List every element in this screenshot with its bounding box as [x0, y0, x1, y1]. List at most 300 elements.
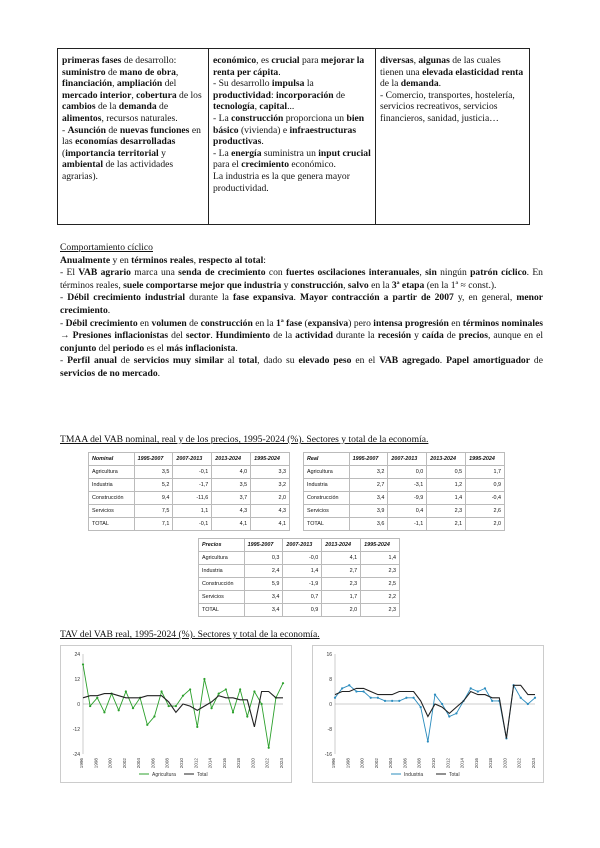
table-cell: -0,1 [173, 466, 212, 479]
text-run: de la [270, 330, 296, 342]
table-cell: -0,4 [466, 492, 505, 505]
row-label: Agricultura [199, 552, 245, 565]
text-run: en las [62, 124, 201, 148]
table-cell: 0,4 [388, 505, 427, 518]
table-cell: 3,5 [134, 466, 173, 479]
data-point [282, 682, 284, 684]
table-header-period: 1995-2007 [244, 539, 283, 552]
bold-text: mercado interior [62, 89, 132, 101]
table-cell: -1,7 [173, 479, 212, 492]
data-point [118, 709, 120, 711]
table-cell: -1,9 [283, 578, 322, 591]
bold-text: volumen [151, 317, 187, 329]
data-point [398, 700, 400, 702]
table-cell: 4,1 [322, 552, 361, 565]
x-tick-label: 2020 [250, 758, 256, 769]
table-cell: 1,1 [173, 505, 212, 518]
bold-text: menor crecimiento [60, 292, 544, 316]
bold-text: Presiones inflacionistas [72, 330, 169, 342]
bold-text: salvo [347, 279, 369, 291]
text-run: ( [302, 317, 308, 329]
y-tick-label: 8 [329, 677, 332, 683]
table-row [89, 479, 290, 492]
text-run: para [299, 55, 321, 66]
bold-text: energía [231, 147, 262, 159]
bold-text: sector [185, 330, 211, 342]
data-point [103, 711, 105, 713]
chart-svg-agriculture [61, 646, 291, 782]
text-run: - Su desarrollo [213, 78, 272, 90]
table-cell: 3,4 [244, 591, 283, 604]
row-label: Construcción [199, 578, 245, 591]
table-cell: 2,1 [427, 518, 466, 531]
bold-text: incorporación [276, 89, 334, 101]
text-run: , [193, 254, 199, 266]
section-paragraph-3 [60, 318, 543, 356]
bold-text: suele comportarse mejor que industria [123, 279, 282, 291]
data-point [341, 687, 343, 689]
data-point [355, 690, 357, 692]
table-cell: 2,0 [251, 492, 290, 505]
text-run: ... [287, 101, 295, 113]
table-cell: 7,5 [134, 505, 173, 518]
bold-text: más inflacionista [166, 342, 236, 354]
table-header-period: 1995-2007 [134, 453, 173, 466]
table-cell: 7,1 [134, 518, 173, 531]
text-run: La industria es la que genera mayor productividad. [213, 170, 350, 194]
text-run: y en [110, 254, 132, 266]
text-run: ningún [436, 267, 471, 279]
row-label: Servicios [89, 505, 135, 518]
bold-text: fase expansiva [232, 292, 294, 304]
section-paragraph-0 [60, 255, 543, 268]
cyclical-section [60, 242, 543, 381]
text-run: : [270, 89, 277, 101]
section-heading: Comportamiento cíclico [60, 242, 153, 253]
table-row [199, 578, 400, 591]
data-point [470, 687, 472, 689]
y-tick-label: 24 [74, 652, 80, 658]
x-tick-label: 2022 [264, 758, 270, 769]
x-tick-label: 2012 [445, 758, 451, 769]
text-run: de las cuales tienen una [380, 55, 501, 78]
table-header-period: 1995-2007 [349, 453, 388, 466]
bold-text: Débil crecimiento industrial [67, 292, 186, 304]
table-cell: 4,3 [212, 505, 251, 518]
chart-agriculture-vs-total [60, 645, 292, 783]
text-run: en [137, 317, 152, 329]
y-tick-label: -16 [324, 752, 332, 758]
data-point [348, 684, 350, 686]
text-run: - [60, 292, 68, 304]
x-tick-label: 2006 [402, 758, 408, 769]
bold-text: mano de obra [119, 66, 176, 78]
bold-text: demanda [400, 78, 439, 90]
section-paragraph-4 [60, 355, 543, 380]
bold-text: términos reales [131, 254, 194, 266]
text-run: con [265, 267, 286, 279]
bold-text: cobertura [136, 89, 177, 101]
y-tick-label: 0 [77, 702, 80, 708]
bold-text: muy similar [172, 355, 224, 367]
x-tick-label: 2020 [502, 758, 508, 769]
x-tick-label: 2018 [488, 758, 494, 769]
x-tick-label: 1998 [345, 758, 351, 769]
legend-label: Industria [404, 772, 424, 778]
chart-industry-vs-total [312, 645, 544, 783]
text-run: , [254, 101, 260, 113]
bold-text: elevada elasticidad renta [422, 66, 524, 78]
bold-text: construcción [290, 279, 344, 291]
row-label: Industria [199, 565, 245, 578]
text-run: económico. [289, 159, 336, 171]
table-cell: 3,2 [251, 479, 290, 492]
text-run: y, en general, [453, 292, 517, 304]
text-run: de [186, 317, 201, 329]
section-paragraph-1 [60, 267, 543, 292]
table-cell: 1,2 [427, 479, 466, 492]
data-point [405, 697, 407, 699]
bold-text: sin [425, 267, 437, 279]
bold-text: económico [213, 55, 257, 66]
table-cell: 0,0 [388, 466, 427, 479]
table-row [304, 479, 505, 492]
text-run: en la [252, 317, 277, 329]
data-point [527, 703, 529, 705]
table-cell: 2,3 [322, 578, 361, 591]
x-tick-label: 2016 [473, 758, 479, 769]
text-run: , recursos naturales. [101, 112, 178, 124]
x-tick-label: 2014 [207, 758, 213, 769]
bold-text: caída [421, 330, 444, 342]
bold-text: cambios [62, 101, 96, 113]
text-run: de [105, 66, 120, 78]
bold-text: VAB agrario [78, 267, 131, 279]
data-point [484, 687, 486, 689]
text-run: , [343, 279, 348, 291]
text-run: , es [256, 55, 272, 66]
bold-text: economías desarrolladas [75, 136, 176, 148]
text-run: . [210, 330, 216, 342]
table-cell: 3,6 [349, 518, 388, 531]
table-cell-industry [209, 49, 376, 225]
text-run: - Comercio, transportes, hostelería, servicios recreativos, servicios financieros, sanidad, justicia… [380, 89, 515, 124]
text-run: al [223, 355, 239, 367]
table-cell: 0,9 [466, 479, 505, 492]
bold-text: bien básico [213, 112, 365, 136]
text-run: en el [351, 355, 380, 367]
legend-label: Total [197, 772, 208, 778]
data-point [391, 700, 393, 702]
text-run: de las actividades agrarias). [62, 159, 174, 182]
bold-text: precios [458, 330, 488, 342]
table-row [304, 505, 505, 518]
data-point [182, 695, 184, 697]
x-tick-label: 2010 [431, 758, 436, 769]
text-run: . [235, 342, 238, 354]
x-tick-label: 2004 [136, 758, 142, 769]
data-point [412, 697, 414, 699]
table-cell: 2,4 [244, 565, 283, 578]
table-header-period: 2013-2024 [322, 539, 361, 552]
table-cell: 2,2 [361, 591, 400, 604]
bold-text: crecimiento [241, 159, 290, 171]
table-row [304, 466, 505, 479]
x-tick-label: 2018 [236, 758, 242, 769]
text-run: proporciona un [283, 112, 347, 124]
bold-text: patrón cíclico [470, 267, 527, 279]
x-tick-label: 2014 [459, 758, 465, 769]
bold-text: capital [259, 101, 288, 113]
table-cell: 4,3 [251, 505, 290, 518]
text-run: , [413, 55, 419, 66]
data-point [534, 697, 536, 699]
data-point [246, 715, 248, 717]
x-tick-label: 2002 [373, 758, 379, 769]
chart-svg-industry [313, 646, 543, 782]
bold-text: tecnología [213, 101, 255, 113]
bold-text: financiación [62, 78, 113, 90]
y-tick-label: 16 [326, 652, 332, 658]
text-run: . [438, 78, 442, 90]
table-cell: -0,0 [283, 552, 322, 565]
bold-text: periodo [112, 342, 145, 354]
text-run: en [448, 317, 463, 329]
bold-text: elevado peso [298, 355, 352, 367]
bold-text: expansiva [307, 317, 349, 329]
text-run: . [107, 304, 111, 316]
text-run: . [261, 136, 264, 148]
row-label: Servicios [304, 505, 350, 518]
table-row [199, 591, 400, 604]
data-point [160, 690, 162, 692]
text-run: y [158, 147, 166, 159]
text-run: del [168, 330, 186, 342]
text-run: . [293, 292, 301, 304]
text-run: de la [380, 78, 401, 90]
data-point [260, 703, 262, 705]
table-cell: 1,4 [283, 565, 322, 578]
bold-text: VAB agregado [379, 355, 440, 367]
table-cell: 3,3 [251, 466, 290, 479]
table-header-period: 2013-2024 [212, 453, 251, 466]
text-run: y [281, 279, 291, 291]
text-run: de [530, 355, 543, 367]
table-cell: 1,4 [427, 492, 466, 505]
y-tick-label: -24 [72, 752, 80, 758]
bold-text: suministro [62, 66, 106, 78]
table-header-name: Precios [199, 539, 245, 552]
row-label: TOTAL [199, 604, 245, 617]
table-cell: 2,7 [322, 565, 361, 578]
table-cell: 4,1 [251, 518, 290, 531]
data-point [362, 690, 364, 692]
bold-text: Débil crecimiento [65, 317, 138, 329]
row-label: Servicios [199, 591, 245, 604]
data-point [239, 688, 241, 690]
bold-text: alimentos [62, 112, 102, 124]
bold-text: importancia territorial [65, 147, 159, 159]
table-header-name: Real [304, 453, 350, 466]
data-point [196, 726, 198, 728]
text-run: , [175, 66, 179, 78]
table-cell: 2,3 [361, 604, 400, 617]
bold-text: nuevas funciones [119, 124, 190, 136]
bold-text: fuertes oscilaciones interanuales [285, 267, 420, 279]
bold-text: recesión [377, 330, 412, 342]
bold-text: actividad [295, 330, 333, 342]
table-cell: 2,5 [361, 578, 400, 591]
bold-text: términos nominales [462, 317, 544, 329]
text-run: la [304, 78, 314, 90]
x-tick-label: 2010 [179, 758, 184, 769]
bold-text: impulsa [271, 78, 305, 90]
table-cell: 3,9 [349, 505, 388, 518]
x-tick-label: 2012 [193, 758, 199, 769]
text-run: - La [213, 112, 232, 124]
data-point [268, 747, 270, 749]
table-header-period: 2007-2013 [283, 539, 322, 552]
y-tick-label: 0 [329, 702, 332, 708]
data-point [384, 700, 386, 702]
bold-text: ampliación [116, 78, 163, 90]
data-point [210, 707, 212, 709]
row-label: Construcción [304, 492, 350, 505]
tav-title: TAV del VAB real, 1995-2024 (%). Sectores y total de la economía. [60, 629, 320, 640]
text-run: en la [368, 279, 392, 291]
y-tick-label: -8 [327, 727, 332, 733]
table-header-period: 1995-2024 [466, 453, 505, 466]
data-point [82, 663, 84, 665]
text-run: ) pero [348, 317, 374, 329]
table-cell: 2,3 [427, 505, 466, 518]
data-point [370, 697, 372, 699]
row-label: TOTAL [89, 518, 135, 531]
text-run: - El [60, 267, 79, 279]
table-cell: 0,9 [283, 604, 322, 617]
text-run: de [443, 330, 459, 342]
bold-text: Hundimiento [215, 330, 271, 342]
table-cell: 2,3 [361, 565, 400, 578]
data-point [146, 724, 148, 726]
text-run: para el [213, 159, 242, 171]
x-tick-label: 2022 [516, 758, 522, 769]
bold-text: primeras fases [62, 55, 122, 66]
table-cell: 3,5 [212, 479, 251, 492]
text-run: , [419, 267, 426, 279]
bold-text: 1ª fase [276, 317, 303, 329]
bold-text: servicios [133, 355, 169, 367]
y-tick-label: -12 [72, 727, 80, 733]
text-run: de [116, 355, 134, 367]
text-run: ( [62, 147, 66, 159]
x-tick-label: 2016 [221, 758, 227, 769]
bold-text: infraestructuras productivas [213, 124, 357, 148]
data-point [420, 706, 422, 708]
table-cell: 3,7 [212, 492, 251, 505]
bold-text: respecto al total [198, 254, 264, 266]
table-row [304, 518, 505, 531]
table-cell: 0,3 [244, 552, 283, 565]
bold-text: construcción [200, 317, 253, 329]
bold-text: Anualmente [60, 254, 111, 266]
text-run: marca una [130, 267, 179, 279]
bold-text: Asunción [67, 124, 106, 136]
text-run: (en la 1ª ≈ const.). [424, 279, 497, 291]
table-row [199, 604, 400, 617]
table-cell: 4,0 [212, 466, 251, 479]
table-cell: 0,7 [283, 591, 322, 604]
table-row [89, 492, 290, 505]
text-run: . [278, 66, 281, 78]
table-header-period: 1995-2024 [361, 539, 400, 552]
legend-label: Agricultura [152, 772, 176, 778]
table-cell: 2,0 [466, 518, 505, 531]
table-cell: 3,4 [244, 604, 283, 617]
text-run: del [162, 78, 177, 90]
table-cell-agriculture [58, 49, 209, 225]
text-run: . [439, 355, 447, 367]
bold-text: servicios de no mercado [60, 367, 158, 379]
text-run: durante la [185, 292, 233, 304]
table-cell: 2,7 [349, 479, 388, 492]
table-cell: -9,9 [388, 492, 427, 505]
x-tick-label: 2000 [107, 758, 113, 769]
table-row [199, 552, 400, 565]
table-cell: -3,1 [388, 479, 427, 492]
bold-text: productividad [213, 89, 271, 101]
data-point [434, 694, 436, 696]
table-row [89, 505, 290, 518]
row-label: TOTAL [304, 518, 350, 531]
data-point [153, 715, 155, 717]
x-tick-label: 2024 [531, 758, 536, 769]
data-point [477, 690, 479, 692]
data-point [168, 705, 170, 707]
sector-comparison-table [57, 48, 530, 225]
bold-text: mejorar la renta per cápita [213, 55, 365, 78]
text-run: de [333, 89, 346, 101]
bold-text: construcción [231, 112, 284, 124]
x-tick-label: 2002 [121, 758, 127, 769]
text-run: de la [95, 101, 119, 113]
table-cell: 0,5 [427, 466, 466, 479]
table-cell: 5,2 [134, 479, 173, 492]
text-run: de desarrollo: [121, 55, 177, 66]
table-cell: 2,0 [322, 604, 361, 617]
tmaa-title: TMAA del VAB nominal, real y de los precios, 1995-2024 (%). Sectores y total de la economía. [60, 434, 429, 445]
data-point [448, 715, 450, 717]
table-cell: 1,7 [466, 466, 505, 479]
data-point [132, 707, 134, 709]
bold-text: input crucial [318, 147, 371, 159]
data-point [427, 740, 429, 742]
table-cell: 5,9 [244, 578, 283, 591]
data-point [189, 688, 191, 690]
table-cell: 1,4 [361, 552, 400, 565]
text-run: , [112, 78, 117, 90]
table-header-period: 2013-2024 [427, 453, 466, 466]
data-point [334, 697, 336, 699]
text-run: y [411, 330, 422, 342]
table-precios [198, 538, 400, 617]
text-run: → [60, 330, 73, 342]
x-tick-label: 1998 [93, 758, 99, 769]
table-header-period: 2007-2013 [388, 453, 427, 466]
bold-text: 3ª etapa [391, 279, 425, 291]
legend-label: Total [449, 772, 460, 778]
row-label: Industria [89, 479, 135, 492]
